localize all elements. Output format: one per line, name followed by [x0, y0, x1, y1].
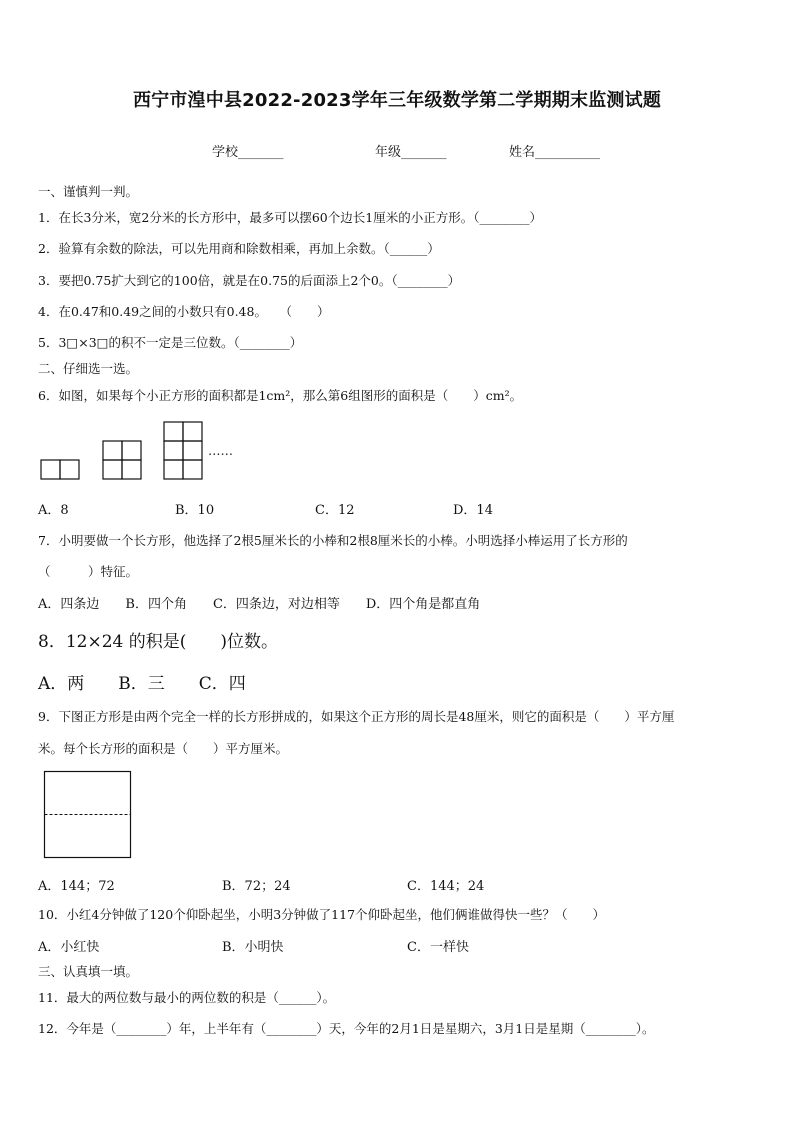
group-3-cell [164, 460, 183, 479]
section-heading-1: 一、谨慎判一判。 [38, 184, 139, 199]
question-5: 5．3□×3□的积不一定是三位数。（________） [38, 335, 303, 350]
grade-field[interactable]: 年级_______ [375, 145, 447, 160]
q9-option-a[interactable]: A．144；72 [38, 879, 115, 894]
group-3-cell [183, 441, 202, 460]
q9-option-c[interactable]: C．144；24 [407, 879, 485, 894]
question-11: 11．最大的两位数与最小的两位数的积是（______）。 [38, 990, 336, 1005]
question-9-line-2: 米。每个长方形的面积是（ ）平方厘米。 [38, 741, 289, 756]
question-2: 2．验算有余数的除法，可以先用商和除数相乘，再加上余数。（______） [38, 241, 440, 256]
group-1-cell [60, 460, 79, 479]
question-10: 10．小红4分钟做了120个仰卧起坐，小明3分钟做了117个仰卧起坐，他们俩谁做得快一些？（ ） [38, 907, 606, 922]
question-8: 8．12×24 的积是( )位数。 [38, 632, 278, 652]
question-7-line-2: （ ）特征。 [38, 564, 139, 579]
group-1-cell [41, 460, 60, 479]
q8-options[interactable]: A．两 B．三 C．四 [38, 674, 246, 694]
name-field[interactable]: 姓名__________ [509, 145, 601, 160]
school-field[interactable]: 学校_______ [212, 145, 284, 160]
question-9-line-1: 9．下图正方形是由两个完全一样的长方形拼成的，如果这个正方形的周长是48厘米，则它的面积是（ ）平方厘 [38, 709, 675, 724]
question-3: 3．要把0.75扩大到它的100倍，就是在0.75的后面添上2个0。（________） [38, 273, 461, 288]
group-2-cell [103, 460, 122, 479]
q10-option-a[interactable]: A．小红快 [38, 940, 100, 955]
group-3-cell [164, 422, 183, 441]
q10-option-b[interactable]: B．小明快 [222, 940, 284, 955]
group-3-cell [183, 460, 202, 479]
group-3-cell [183, 422, 202, 441]
group-2-cell [122, 441, 141, 460]
q6-option-c[interactable]: C．12 [315, 503, 355, 518]
question-7-line-1: 7．小明要做一个长方形，他选择了2根5厘米长的小棒和2根8厘米长的小棒。小明选择小棒运用了长方形的 [38, 533, 628, 548]
q6-option-b[interactable]: B．10 [175, 503, 215, 518]
q6-ellipsis: …… [208, 443, 233, 458]
q10-option-c[interactable]: C．一样快 [407, 940, 469, 955]
question-4: 4．在0.47和0.49之间的小数只有0.48。 （ ） [38, 304, 330, 319]
page-title: 西宁市湟中县2022-2023学年三年级数学第二学期期末监测试题 [132, 90, 662, 111]
q9-option-b[interactable]: B．72；24 [222, 879, 291, 894]
question-6: 6．如图，如果每个小正方形的面积都是1cm²，那么第6组图形的面积是（ ）cm²。 [38, 388, 523, 403]
q9-figure [44, 771, 132, 859]
group-2-cell [122, 460, 141, 479]
section-heading-2: 二、仔细选一选。 [38, 361, 139, 376]
q6-option-d[interactable]: D．14 [453, 503, 493, 518]
question-1: 1．在长3分米，宽2分米的长方形中，最多可以摆60个边长1厘米的小正方形。（________） [38, 210, 542, 225]
question-12: 12．今年是（________）年，上半年有（________）天，今年的2月1日是星期六，3月1日是星期（________）。 [38, 1021, 655, 1036]
q6-option-a[interactable]: A．8 [38, 503, 69, 518]
q7-options[interactable]: A．四条边 B．四个角 C．四条边，对边相等 D．四个角是都直角 [38, 597, 481, 612]
group-3-cell [164, 441, 183, 460]
group-2-cell [103, 441, 122, 460]
section-heading-3: 三、认真填一填。 [38, 964, 139, 979]
